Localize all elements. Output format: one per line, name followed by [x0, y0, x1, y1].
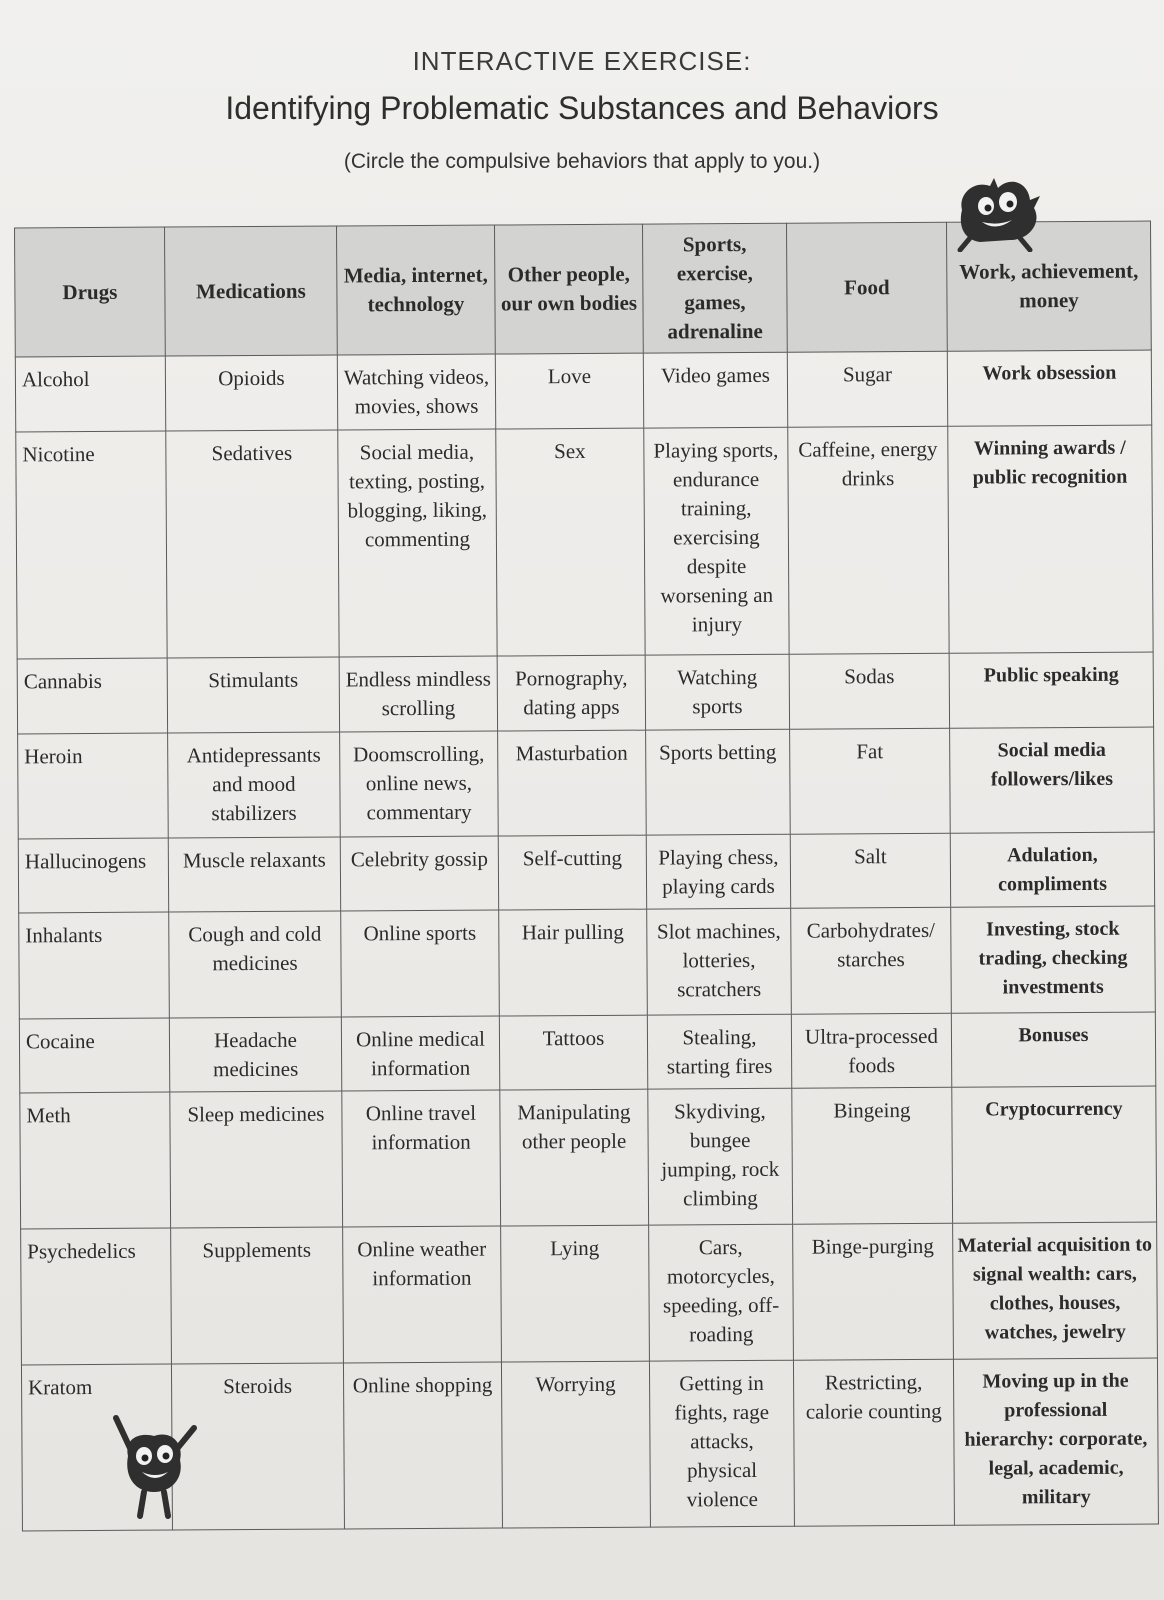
table-row — [17, 652, 1153, 734]
cell-medications[interactable]: Cough and cold medicines — [169, 911, 342, 1017]
cell-sports[interactable]: Sports betting — [646, 729, 791, 835]
cell-media[interactable]: Watching videos, movies, shows — [337, 354, 495, 430]
cell-people[interactable]: Lying — [501, 1225, 650, 1362]
cell-sports[interactable]: Skydiving, bungee jumping, rock climbing — [648, 1089, 793, 1226]
cell-people[interactable]: Self-cutting — [498, 835, 646, 911]
column-header-people: Other people, our own bodies — [495, 224, 644, 354]
cell-people[interactable]: Sex — [496, 428, 645, 656]
cell-food[interactable]: Sodas — [789, 653, 949, 729]
cell-work[interactable]: Investing, stock trading, checking investments — [951, 906, 1156, 1012]
cell-work[interactable]: Adulation, compliments — [950, 832, 1154, 908]
cell-drugs[interactable]: Psychedelics — [21, 1228, 172, 1365]
cell-drugs[interactable]: Inhalants — [19, 913, 170, 1019]
cell-people[interactable]: Tattoos — [499, 1015, 647, 1091]
column-header-sports: Sports, exercise, games, adrenaline — [643, 223, 788, 353]
cell-work[interactable]: Work obsession — [947, 350, 1151, 426]
cell-people[interactable]: Manipulating other people — [500, 1089, 649, 1226]
exercise-kicker: INTERACTIVE EXERCISE: — [412, 46, 752, 76]
cell-sports[interactable]: Getting in fights, rage attacks, physical violence — [649, 1360, 794, 1527]
cell-medications[interactable]: Headache medicines — [169, 1017, 341, 1093]
cell-work[interactable]: Social media followers/likes — [950, 727, 1155, 833]
cell-people[interactable]: Pornography, dating apps — [497, 655, 645, 731]
exercise-title: Identifying Problematic Substances and Behaviors — [225, 90, 939, 126]
column-header-work: Work, achievement, money — [946, 221, 1151, 351]
cell-work[interactable]: Public speaking — [949, 652, 1153, 728]
cell-food[interactable]: Carbohydrates/ starches — [791, 908, 952, 1014]
cell-drugs[interactable]: Kratom — [21, 1364, 172, 1531]
cell-food[interactable]: Caffeine, energy drinks — [788, 426, 949, 654]
cell-medications[interactable]: Stimulants — [167, 657, 339, 733]
cell-medications[interactable]: Sleep medicines — [170, 1091, 343, 1228]
cell-sports[interactable]: Cars, motorcycles, speeding, off-roading — [649, 1224, 794, 1361]
cell-food[interactable]: Salt — [790, 833, 950, 909]
cell-media[interactable]: Online medical information — [341, 1016, 499, 1092]
cell-drugs[interactable]: Heroin — [18, 733, 169, 839]
cell-food[interactable]: Restricting, calorie counting — [793, 1359, 954, 1526]
cell-food[interactable]: Bingeing — [792, 1088, 953, 1225]
column-header-medications: Medications — [165, 226, 338, 356]
cell-food[interactable]: Sugar — [787, 351, 947, 427]
cell-medications[interactable]: Steroids — [171, 1363, 344, 1530]
cell-food[interactable]: Fat — [790, 728, 951, 834]
table-row — [15, 350, 1151, 432]
cell-work[interactable]: Material acquisition to signal wealth: cars, clothes, houses, watches, jewelry — [953, 1222, 1158, 1359]
cell-drugs[interactable]: Meth — [20, 1092, 171, 1229]
cell-work[interactable]: Bonuses — [951, 1012, 1155, 1088]
cell-medications[interactable]: Supplements — [171, 1227, 344, 1364]
cell-drugs[interactable]: Cocaine — [19, 1018, 169, 1094]
cell-sports[interactable]: Playing sports, endurance training, exercising despite worsening an injury — [644, 427, 789, 655]
cell-sports[interactable]: Stealing, starting fires — [647, 1014, 791, 1090]
cell-work[interactable]: Cryptocurrency — [952, 1086, 1157, 1223]
behaviors-table — [14, 221, 1159, 1532]
table-row — [19, 906, 1156, 1018]
cell-media[interactable]: Online weather information — [343, 1226, 502, 1363]
exercise-instructions: (Circle the compulsive behaviors that apply to you.) — [343, 150, 821, 173]
table-body — [15, 350, 1158, 1531]
table-row — [19, 1012, 1155, 1094]
cell-work[interactable]: Winning awards / public recognition — [948, 425, 1153, 653]
cell-drugs[interactable]: Cannabis — [17, 658, 167, 734]
cell-medications[interactable]: Muscle relaxants — [168, 837, 340, 913]
cell-sports[interactable]: Watching sports — [645, 654, 789, 730]
cell-food[interactable]: Binge-purging — [793, 1223, 954, 1360]
column-header-media: Media, internet, technology — [337, 225, 496, 355]
cell-media[interactable]: Celebrity gossip — [340, 836, 498, 912]
cell-medications[interactable]: Sedatives — [166, 430, 339, 658]
table-row — [18, 832, 1154, 914]
cell-sports[interactable]: Video games — [643, 352, 787, 428]
cell-people[interactable]: Love — [495, 353, 643, 429]
cell-people[interactable]: Masturbation — [498, 730, 647, 836]
monster-bottom-left-icon — [110, 1408, 200, 1520]
table-row — [20, 1086, 1157, 1229]
cell-people[interactable]: Hair pulling — [499, 910, 648, 1016]
cell-media[interactable]: Online sports — [341, 910, 500, 1016]
cell-media[interactable]: Online travel information — [342, 1090, 501, 1227]
cell-people[interactable]: Worrying — [501, 1361, 650, 1528]
cell-sports[interactable]: Playing chess, playing cards — [646, 834, 790, 910]
monster-top-right-icon — [950, 170, 1050, 252]
table-row — [21, 1222, 1158, 1365]
cell-drugs[interactable]: Alcohol — [15, 356, 165, 432]
cell-medications[interactable]: Opioids — [165, 355, 337, 431]
cell-work[interactable]: Moving up in the professional hierarchy: corporate, legal, academic, military — [953, 1358, 1158, 1525]
table-row — [16, 425, 1153, 659]
cell-medications[interactable]: Antidepressants and mood stabilizers — [168, 732, 341, 838]
column-header-drugs: Drugs — [15, 227, 166, 357]
cell-media[interactable]: Online shopping — [343, 1362, 502, 1529]
cell-media[interactable]: Social media, texting, posting, blogging, liking, commenting — [338, 429, 497, 657]
cell-drugs[interactable]: Hallucinogens — [18, 838, 168, 914]
cell-sports[interactable]: Slot machines, lotteries, scratchers — [647, 909, 792, 1015]
column-header-food: Food — [786, 222, 947, 352]
cell-media[interactable]: Doomscrolling, online news, commentary — [340, 731, 499, 837]
table-row — [18, 727, 1155, 839]
cell-food[interactable]: Ultra-processed foods — [791, 1013, 951, 1089]
cell-media[interactable]: Endless mindless scrolling — [339, 656, 497, 732]
cell-drugs[interactable]: Nicotine — [16, 431, 167, 659]
